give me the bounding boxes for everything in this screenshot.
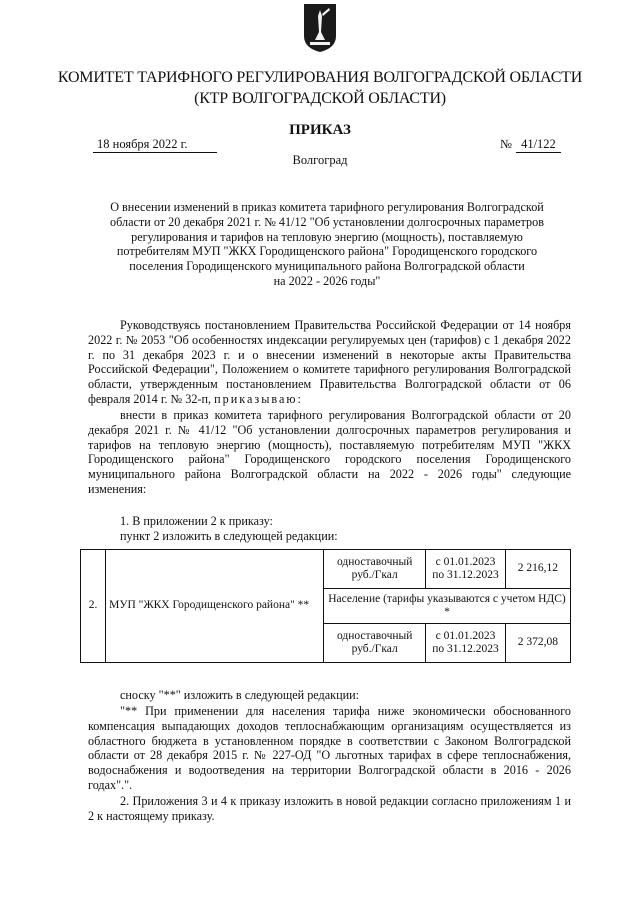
city: Волгоград [292, 153, 348, 167]
order-colon: : [297, 391, 301, 406]
title-line: регулирования и тарифов на тепловую энергию (мощность), поставляемую [131, 229, 523, 244]
tariff-table [80, 549, 571, 663]
table-row [81, 550, 571, 589]
document-date: 18 ноября 2022 г. [93, 137, 217, 153]
title-line: потребителям МУП "ЖКХ Городищенского района" Городищенского городского [116, 244, 538, 259]
footnote-text: "** При применении для населения тарифа ниже экономически обоснованного компенсация выпадающих доходов теплоснабжающим организациям осуществляется из областного бюджета в установленном порядке в соответствии с Законом Волгоградской области от 28 декабря 2015 г. № 227-ОД "О льготных тарифах в сфере теплоснабжения, водоснабжения и водоотведения на территории Волгоградской области в 2016 - 2026 годах".". [88, 704, 571, 792]
title-line: поселения Городищенского муниципального района Волгоградской области [129, 259, 525, 274]
item-1: 1. В приложении 2 к приказу: [120, 514, 273, 528]
population-cell: Население (тарифы указываются с учетом НДС) * [323, 589, 570, 624]
title-line: на 2022 - 2026 годы" [273, 273, 381, 288]
org-short-name: (КТР ВОЛГОГРАДСКОЙ ОБЛАСТИ) [194, 90, 446, 107]
rate-type-cell: одноставочный руб./Гкал [323, 550, 425, 589]
title-line: О внесении изменений в приказ комитета тарифного регулирования Волгоградской [110, 200, 544, 214]
organization-cell: МУП "ЖКХ Городищенского района" ** [106, 550, 324, 663]
title-line: области от 20 декабря 2021 г. № 41/12 "Об установлении долгосрочных параметров [110, 214, 544, 229]
item-1-sub: пункт 2 изложить в следующей редакции: [120, 529, 338, 543]
number-value: 41/122 [516, 137, 561, 153]
row-number: 2. [81, 550, 106, 663]
period-cell: с 01.01.2023 по 31.12.2023 [426, 550, 505, 589]
org-name: КОМИТЕТ ТАРИФНОГО РЕГУЛИРОВАНИЯ ВОЛГОГРАДСКОЙ ОБЛАСТИ [57, 69, 583, 86]
basis-text: Руководствуясь постановлением Правительства Российской Федерации от 14 ноября 2022 г. № 2053 "Об особенностях индексации регулируемых цен (тарифов) с 1 декабря 2022 г. по 31 декабря 2023 г. и о внесении изменений в некоторые акты Правительства Российской Федерации", Положением о комитете тарифного регулирования Волгоградской области, утвержденным постановлением Правительства Волгоградской области от 06 февраля 2014 г. № 32-п, [88, 318, 571, 406]
document-title [88, 200, 566, 289]
document-type: ПРИКАЗ [289, 122, 351, 138]
tariff-value-cell: 2 372,08 [505, 624, 570, 663]
tariff-value-cell: 2 216,12 [505, 550, 570, 589]
paragraph-basis [88, 318, 571, 407]
period-cell: с 01.01.2023 по 31.12.2023 [426, 624, 505, 663]
rate-type-cell: одноставочный руб./Гкал [323, 624, 425, 663]
order-verb: приказываю [214, 391, 298, 406]
paragraph-order: внести в приказ комитета тарифного регулирования Волгоградской области от 20 декабря 2021 г. № 41/12 "Об установлении долгосрочных параметров регулирования и тарифов на тепловую энергию (мощность), поставляемую потребителям МУП "ЖКХ Городищенского района" Городищенского городского поселения Городищенского муниципального района Волгоградской области на 2022 - 2026 годы" следующие изменения: [88, 408, 571, 496]
document-number [500, 137, 561, 153]
footnote-intro: сноску "**" изложить в следующей редакции: [120, 688, 360, 702]
coat-of-arms-icon [302, 2, 338, 54]
item-2: 2. Приложения 3 и 4 к приказу изложить в новой редакции согласно приложениям 1 и 2 к настоящему приказу. [88, 794, 571, 823]
number-label: № [500, 137, 512, 151]
